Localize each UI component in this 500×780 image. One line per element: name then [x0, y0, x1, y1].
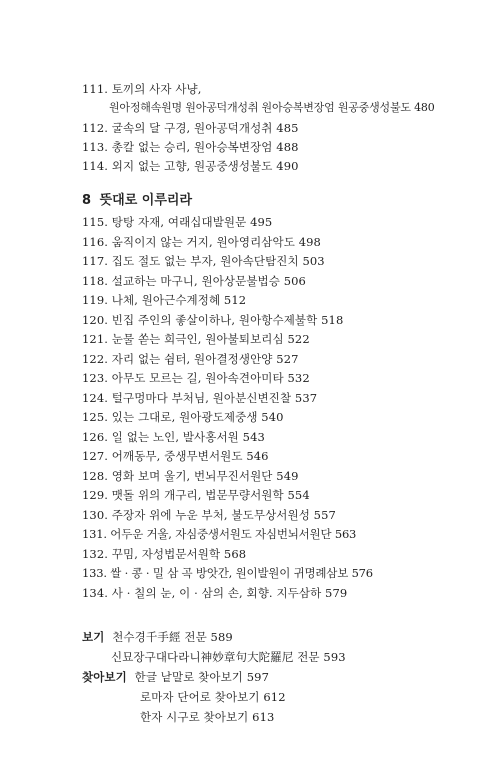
toc-entry: [82, 449, 269, 463]
entry-text: 어두운 거울, 자심중생서원도 자심번뇌서원단 563: [110, 527, 357, 541]
entry-number: 121.: [82, 332, 109, 346]
toc-entry: [82, 293, 246, 307]
entry-text: 주장자 위에 누운 부처, 불도무상서원성 557: [111, 507, 336, 522]
entry-number: 113.: [82, 140, 109, 154]
section-number: 8: [82, 193, 92, 208]
section-heading: [82, 193, 192, 209]
entry-text: 있는 그대로, 원아광도제중생 540: [111, 410, 284, 424]
entry-number: 132.: [82, 546, 109, 561]
entry-text: 맷돌 위의 개구리, 법문무량서원학 554: [111, 488, 310, 502]
entry-text: 털구멍마다 부처님, 원아분신변진찰 537: [111, 390, 318, 405]
appendix-label: 찾아보기: [82, 670, 127, 684]
entry-number: 127.: [82, 449, 109, 463]
entry-text: 설교하는 마구니, 원아상문불법승 506: [111, 273, 306, 288]
toc-entry: [82, 488, 310, 502]
appendix-text: 한글 낱말로 찾아보기 597: [134, 670, 270, 684]
toc-entry: [82, 140, 299, 154]
appendix-label: 보기: [82, 630, 105, 644]
entry-text: 나체, 원아근수계정혜 512: [111, 293, 247, 307]
entry-number: 131.: [82, 527, 107, 541]
entry-text: 빈집 주인의 좋살이하나, 원아항수제불학 518: [111, 312, 344, 327]
entry-text: 사 · 칠의 눈, 이 · 삼의 손, 회향. 지두삼하 579: [111, 585, 348, 600]
toc-entry: [82, 547, 246, 561]
entry-number: 115.: [82, 215, 109, 229]
entry-number: 114.: [82, 159, 109, 173]
entry-text: 토끼의 사자 사냥,: [111, 82, 202, 96]
appendix-text: 한자 시구로 찾아보기 613: [140, 710, 275, 724]
appendix-entry: [140, 690, 286, 704]
toc-entry: [82, 313, 343, 327]
entry-number: 119.: [82, 293, 109, 307]
entry-number: 116.: [82, 234, 109, 249]
toc-entry: [82, 371, 310, 385]
entry-text: 총칼 없는 승리, 원아승복변장엄 488: [111, 140, 299, 154]
toc-entry-continuation: [109, 101, 435, 115]
entry-text: 탕탕 자재, 여래십대발원문 495: [111, 215, 273, 229]
appendix-text: 로마자 단어로 찾아보기 612: [140, 690, 286, 704]
toc-entry: [82, 82, 202, 96]
entry-text: 아무도 모르는 길, 원아속견아미타 532: [111, 371, 310, 385]
entry-text: 쌀 · 콩 · 밀 삼 곡 방앗간, 원이발원이 귀명례삼보 576: [110, 566, 373, 580]
entry-text: 원아정해속원명 원아공덕개성취 원아승복변장엄 원공중생성불도 480: [109, 101, 435, 114]
appendix-entry: [82, 630, 233, 644]
entry-number: 130.: [82, 507, 109, 522]
entry-text: 어깨동무, 중생무변서원도 546: [111, 449, 269, 463]
toc-entry: [82, 566, 373, 580]
toc-entry: [82, 235, 321, 249]
toc-entry: [82, 430, 265, 444]
entry-text: 굴속의 달 구경, 원아공덕개성취 485: [111, 121, 299, 135]
appendix-entry: [140, 710, 274, 724]
toc-entry: [82, 274, 306, 288]
entry-text: 일 없는 노인, 발사홍서원 543: [111, 429, 265, 444]
entry-text: 영화 보며 울기, 번뇌무진서원단 549: [111, 468, 299, 483]
entry-text: 집도 절도 없는 부자, 원아속단탐진치 503: [111, 254, 325, 268]
appendix-entry: [82, 670, 269, 684]
appendix-text: 신묘장구대다라니神妙章句大陀羅尼 전문 593: [111, 650, 346, 664]
entry-number: 134.: [82, 585, 109, 600]
entry-number: 117.: [82, 254, 109, 268]
toc-entry: [82, 121, 299, 135]
toc-entry: [82, 527, 356, 541]
toc-entry: [82, 215, 272, 229]
appendix-entry: [111, 650, 346, 664]
entry-text: 꾸밈, 자성법문서원학 568: [111, 546, 247, 561]
toc-entry: [82, 332, 310, 346]
entry-number: 125.: [82, 410, 109, 424]
toc-entry: [82, 352, 299, 366]
entry-text: 자리 없는 쉼터, 원아결정생안양 527: [111, 351, 299, 366]
toc-entry: [82, 391, 317, 405]
toc-entry: [82, 159, 299, 173]
entry-number: 128.: [82, 468, 109, 483]
section-title: 뜻대로 이루리라: [99, 193, 193, 208]
entry-number: 122.: [82, 351, 109, 366]
entry-number: 129.: [82, 488, 109, 502]
entry-number: 112.: [82, 121, 109, 135]
entry-number: 126.: [82, 429, 109, 444]
entry-text: 외지 없는 고향, 원공중생성불도 490: [111, 159, 299, 173]
entry-text: 움직이지 않는 거지, 원아영리삼악도 498: [111, 234, 321, 249]
entry-number: 133.: [82, 566, 107, 580]
toc-entry: [82, 508, 336, 522]
toc-entry: [82, 586, 347, 600]
entry-number: 111.: [82, 82, 109, 96]
toc-entry: [82, 469, 299, 483]
toc-entry: [82, 254, 325, 268]
entry-number: 124.: [82, 390, 109, 405]
entry-number: 120.: [82, 312, 109, 327]
toc-entry: [82, 410, 284, 424]
entry-number: 123.: [82, 371, 109, 385]
entry-text: 눈물 쏟는 희극인, 원아불퇴보리심 522: [111, 332, 310, 346]
appendix-text: 천수경千手經 전문 589: [112, 630, 233, 644]
entry-number: 118.: [82, 273, 109, 288]
